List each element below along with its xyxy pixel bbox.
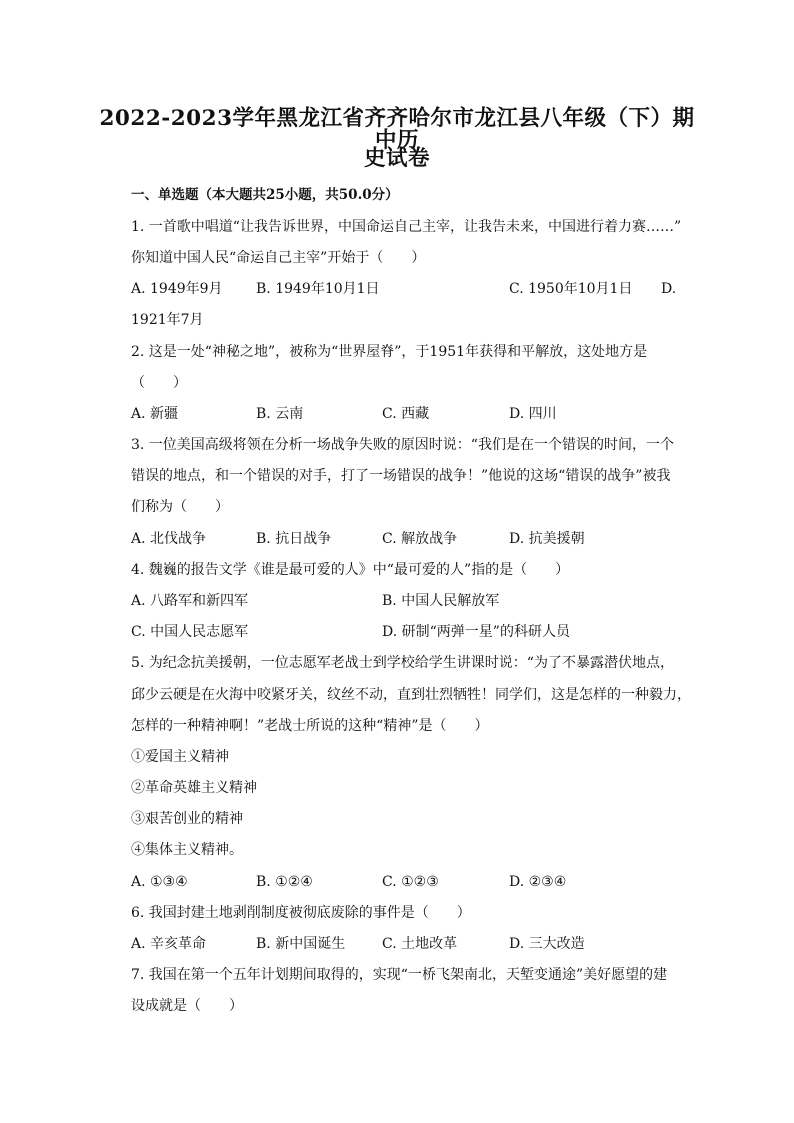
question-5-statement-1: ①爱国主义精神 [131,749,229,765]
question-3-option-c: C. 解放战争 [382,531,458,547]
question-1-option-b: B. 1949年10月1日 [256,281,380,297]
question-7-line-1: 7. 我国在第一个五年计划期间取得的，实现“一桥飞架南北，天堑变通途”美好愿望的建 [131,967,668,983]
question-6-option-a: A. 辛亥革命 [131,936,207,952]
question-6-option-c: C. 土地改革 [382,936,458,952]
exam-title-line-2: 史试卷 [363,146,430,171]
question-5-statement-3: ③艰苦创业的精神 [131,811,243,827]
question-1-line-2: 你知道中国人民“命运自己主宰”开始于（ ） [131,250,426,266]
question-7-line-2: 设成就是（ ） [131,998,243,1014]
question-2-option-c: C. 西藏 [382,406,430,422]
question-4-option-d: D. 研制“两弹一星”的科研人员 [382,624,570,640]
question-2-option-d: D. 四川 [509,406,557,422]
question-2-option-b: B. 云南 [256,406,304,422]
question-2-option-a: A. 新疆 [131,406,179,422]
question-4-option-a: A. 八路军和新四军 [131,593,249,609]
exam-title-line-1: 2022-2023学年黑龙江省齐齐哈尔市龙江县八年级（下）期中历 [99,106,695,153]
question-1-option-d-text: 1921年7月 [131,312,204,328]
question-5-line-1: 5. 为纪念抗美援朝，一位志愿军老战士到学校给学生讲课时说：“为了不暴露潜伏地点， [131,655,674,671]
question-6-option-d: D. 三大改造 [509,936,585,952]
question-1-option-a: A. 1949年9月 [131,281,223,297]
question-5-statement-4: ④集体主义精神。 [131,842,243,858]
question-5-option-d: D. ②③④ [509,874,567,890]
question-4-line-1: 4. 魏巍的报告文学《谁是最可爱的人》中“最可爱的人”指的是（ ） [131,562,570,578]
question-5-option-c: C. ①②③ [382,874,439,890]
question-5-option-b: B. ①②④ [256,874,313,890]
question-2-line-2: （ ） [131,375,187,391]
question-5-line-3: 怎样的一种精神啊！”老战士所说的这种“精神”是（ ） [131,718,489,734]
question-5-statement-2: ②革命英雄主义精神 [131,780,257,796]
question-2-line-1: 2. 这是一处“神秘之地”，被称为“世界屋脊”，于1951年获得和平解放，这处地方是 [131,344,648,360]
question-3-option-d: D. 抗美援朝 [509,531,585,547]
question-5-line-2: 邱少云硬是在火海中咬紧牙关，纹丝不动，直到壮烈牺牲！同学们，这是怎样的一种毅力， [131,687,691,703]
question-3-line-3: 们称为（ ） [131,499,229,515]
question-6-option-b: B. 新中国诞生 [256,936,346,952]
question-3-line-1: 3. 一位美国高级将领在分析一场战争失败的原因时说：“我们是在一个错误的时间，一个 [131,437,674,453]
question-5-option-a: A. ①③④ [131,874,188,890]
question-1-option-c: C. 1950年10月1日 [509,281,633,297]
question-3-option-a: A. 北伐战争 [131,531,207,547]
question-3-line-2: 错误的地点，和一个错误的对手，打了一场错误的战争！”他说的这场“错误的战争”被我 [131,468,671,484]
question-3-option-b: B. 抗日战争 [256,531,332,547]
question-1-line-1: 1. 一首歌中唱道“让我告诉世界，中国命运自己主宰，让我告未来，中国进行着力赛……” [131,219,682,235]
question-4-option-b: B. 中国人民解放军 [382,593,500,609]
question-4-option-c: C. 中国人民志愿军 [131,624,249,640]
question-6-line-1: 6. 我国封建土地剥削制度被彻底废除的事件是（ ） [131,905,471,921]
question-1-option-d: D. [661,281,677,297]
section-heading: 一、单选题（本大题共25小题，共50.0分） [131,187,399,203]
